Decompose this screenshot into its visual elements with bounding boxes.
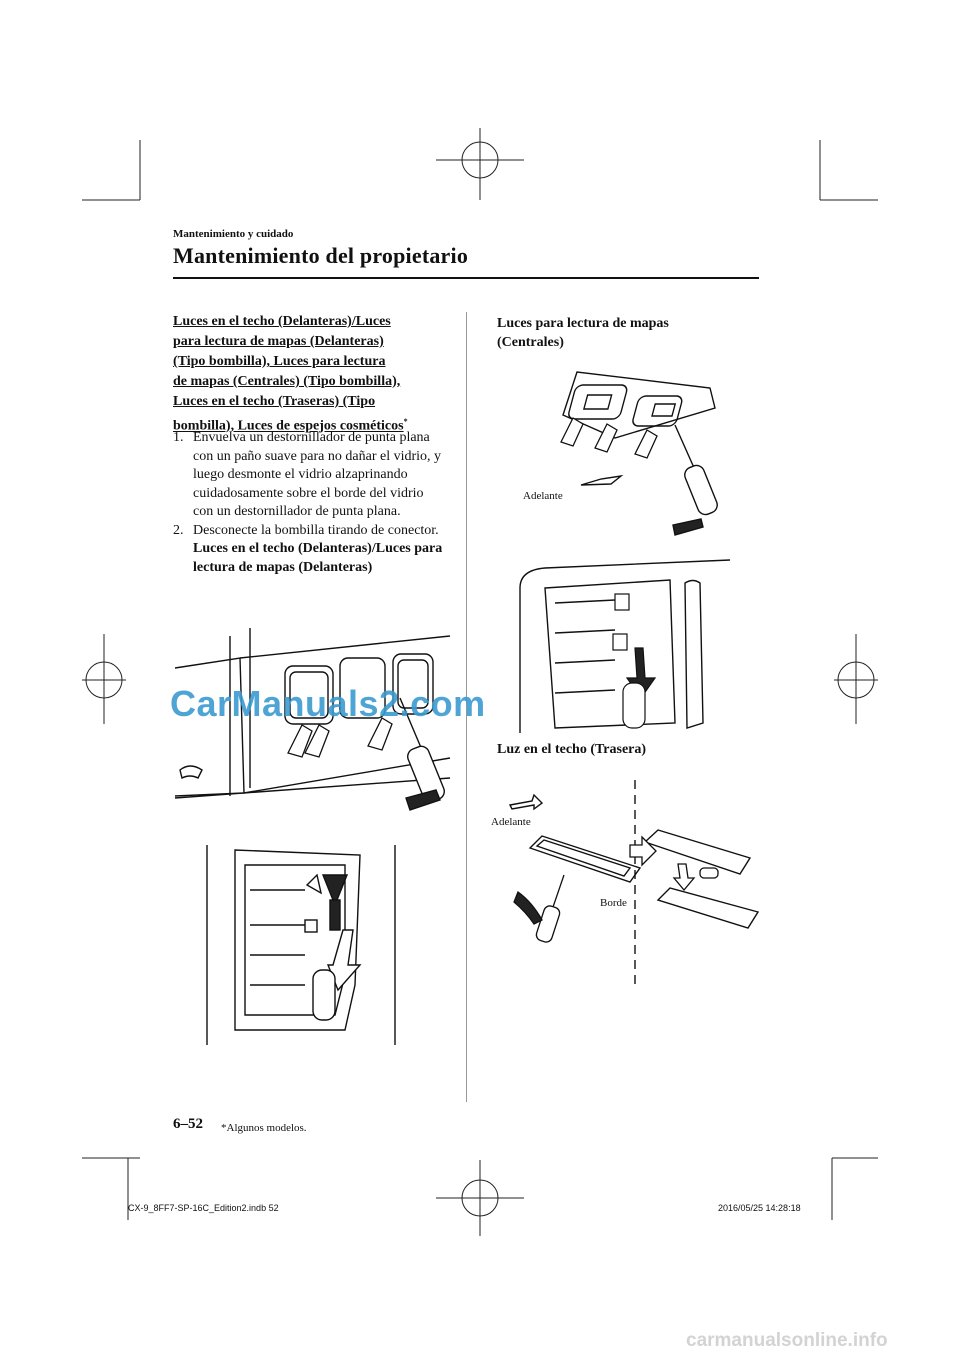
central-bulb-disconnect-illustration <box>515 558 735 738</box>
heading-line-5: Luces en el techo (Traseras) (Tipo <box>173 394 376 409</box>
title-rule <box>173 277 759 279</box>
heading-line-1: Luces en el techo (Delanteras)/Luces <box>173 314 391 329</box>
step-2 <box>173 522 445 578</box>
heading-line-3: (Tipo bombilla), Luces para lectura <box>173 354 386 369</box>
watermark-logo: CarManuals2.com <box>170 683 486 724</box>
step-text: Desconecte la bombilla tirando de conector. <box>193 522 439 538</box>
rear-front-direction-label: Adelante <box>491 816 531 828</box>
rear-lamp-heading: Luz en el techo (Trasera) <box>497 742 647 757</box>
heading-line-2: para lectura de mapas (Delanteras) <box>173 334 384 349</box>
front-lamp-removal-illustration <box>170 628 460 828</box>
step-text: Envuelva un destornillador de punta plana con un paño suave para no dañar el vidrio, y luego desmonte el vidrio alzaprinando cuidadosamente sobre el borde del vidrio con un destornillador de punta plana. <box>193 430 442 519</box>
front-direction-label: Adelante <box>523 490 563 502</box>
print-file-name: CX-9_8FF7-SP-16C_Edition2.indb 52 <box>128 1203 279 1213</box>
footnote: *Algunos modelos. <box>221 1122 307 1134</box>
edge-label: Borde <box>600 897 627 909</box>
page-title: Mantenimiento del propietario <box>173 243 469 268</box>
section-heading <box>173 312 463 437</box>
central-heading-line-2: (Centrales) <box>497 335 564 350</box>
central-lamps-heading <box>497 314 757 352</box>
section-label: Mantenimiento y cuidado <box>173 228 294 240</box>
some-models-marker: * <box>403 417 408 426</box>
instruction-steps <box>173 429 445 577</box>
step-subheading: Luces en el techo (Delanteras)/Luces para lectura de mapas (Delanteras) <box>193 541 443 575</box>
print-timestamp: 2016/05/25 14:28:18 <box>718 1203 801 1213</box>
step-number: 1. <box>173 430 184 445</box>
rear-lamp-removal-illustration <box>490 780 770 995</box>
step-1 <box>173 429 445 522</box>
page-number: 6–52 <box>173 1116 203 1132</box>
heading-line-4: de mapas (Centrales) (Tipo bombilla), <box>173 374 401 389</box>
front-bulb-disconnect-illustration <box>195 845 405 1050</box>
central-heading-line-1: Luces para lectura de mapas <box>497 316 669 331</box>
central-lamp-removal-illustration <box>515 360 740 540</box>
heading-line-6: bombilla), Luces de espejos cosméticos <box>173 418 404 434</box>
watermark-footer: carmanualsonline.info <box>686 1330 888 1351</box>
step-number: 2. <box>173 522 184 538</box>
